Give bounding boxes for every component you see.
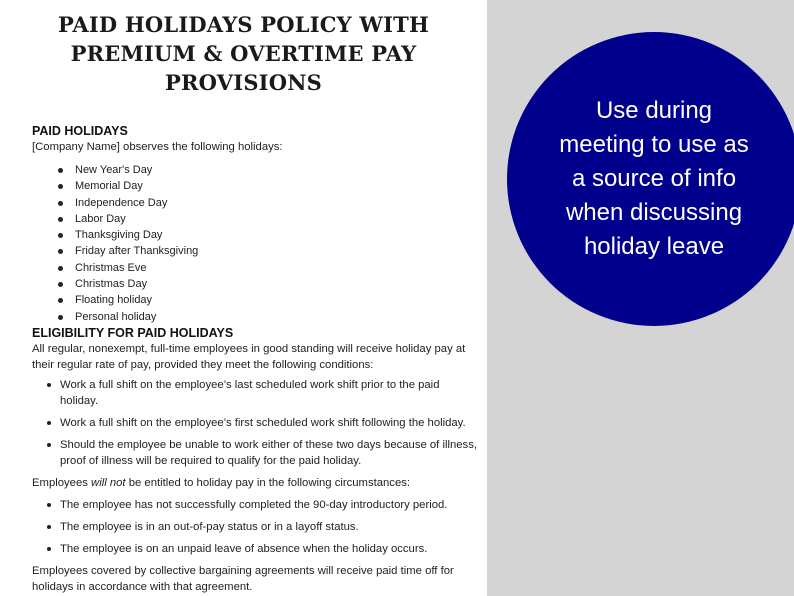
callout-circle (507, 32, 794, 326)
list-item: The employee is on an unpaid leave of absence when the holiday occurs. (44, 541, 480, 557)
document-title (0, 10, 487, 97)
title-line-1: PAID HOLIDAYS POLICY WITH (57, 12, 430, 37)
section-heading-paid-holidays: PAID HOLIDAYS (32, 124, 128, 138)
section-intro-holidays: [Company Name] observes the following holidays: (32, 141, 283, 153)
list-item: Personal holiday (56, 309, 487, 325)
list-item: Thanksgiving Day (56, 227, 487, 243)
section-intro-eligibility: All regular, nonexempt, full-time employees in good standing will receive holiday pay at their regular rate of pay, provided they meet the following conditions: (32, 342, 466, 371)
title-line-2: PREMIUM & OVERTIME PAY (70, 41, 417, 66)
list-item: Christmas Day (56, 276, 487, 292)
list-item: Floating holiday (56, 292, 487, 308)
list-item: Work a full shift on the employee’s first scheduled work shift following the holiday. (44, 415, 480, 431)
list-item: Memorial Day (56, 178, 487, 194)
not-entitled-intro (32, 475, 487, 491)
conditions-list (32, 377, 487, 469)
not-entitled-suffix: be entitled to holiday pay in the following circumstances: (125, 476, 411, 489)
list-item: New Year's Day (56, 162, 487, 178)
closing-paragraph: Employees covered by collective bargaining agreements will receive paid time off for holidays in accordance with that agreement. (32, 564, 454, 593)
title-line-3: PROVISIONS (165, 70, 322, 95)
list-item: The employee has not successfully completed the 90-day introductory period. (44, 497, 480, 513)
list-item: Should the employee be unable to work either of these two days because of illness, proof of illness will be required to qualify for the paid holiday. (44, 437, 480, 469)
list-item: The employee is in an out-of-pay status or in a layoff status. (44, 519, 480, 535)
not-entitled-prefix: Employees (32, 476, 92, 489)
section-heading-eligibility: ELIGIBILITY FOR PAID HOLIDAYS (32, 325, 234, 340)
holiday-list (32, 162, 487, 325)
callout-text: Use during meeting to use as a source of info when discussing holiday leave (559, 97, 749, 260)
list-item: Labor Day (56, 211, 487, 227)
list-item: Friday after Thanksgiving (56, 243, 487, 259)
list-item: Work a full shift on the employee’s last scheduled work shift prior to the paid holiday. (44, 377, 480, 409)
not-entitled-emphasis: will not (91, 476, 126, 489)
exclusions-list (32, 497, 487, 557)
list-item: Christmas Eve (56, 260, 487, 276)
list-item: Independence Day (56, 195, 487, 211)
